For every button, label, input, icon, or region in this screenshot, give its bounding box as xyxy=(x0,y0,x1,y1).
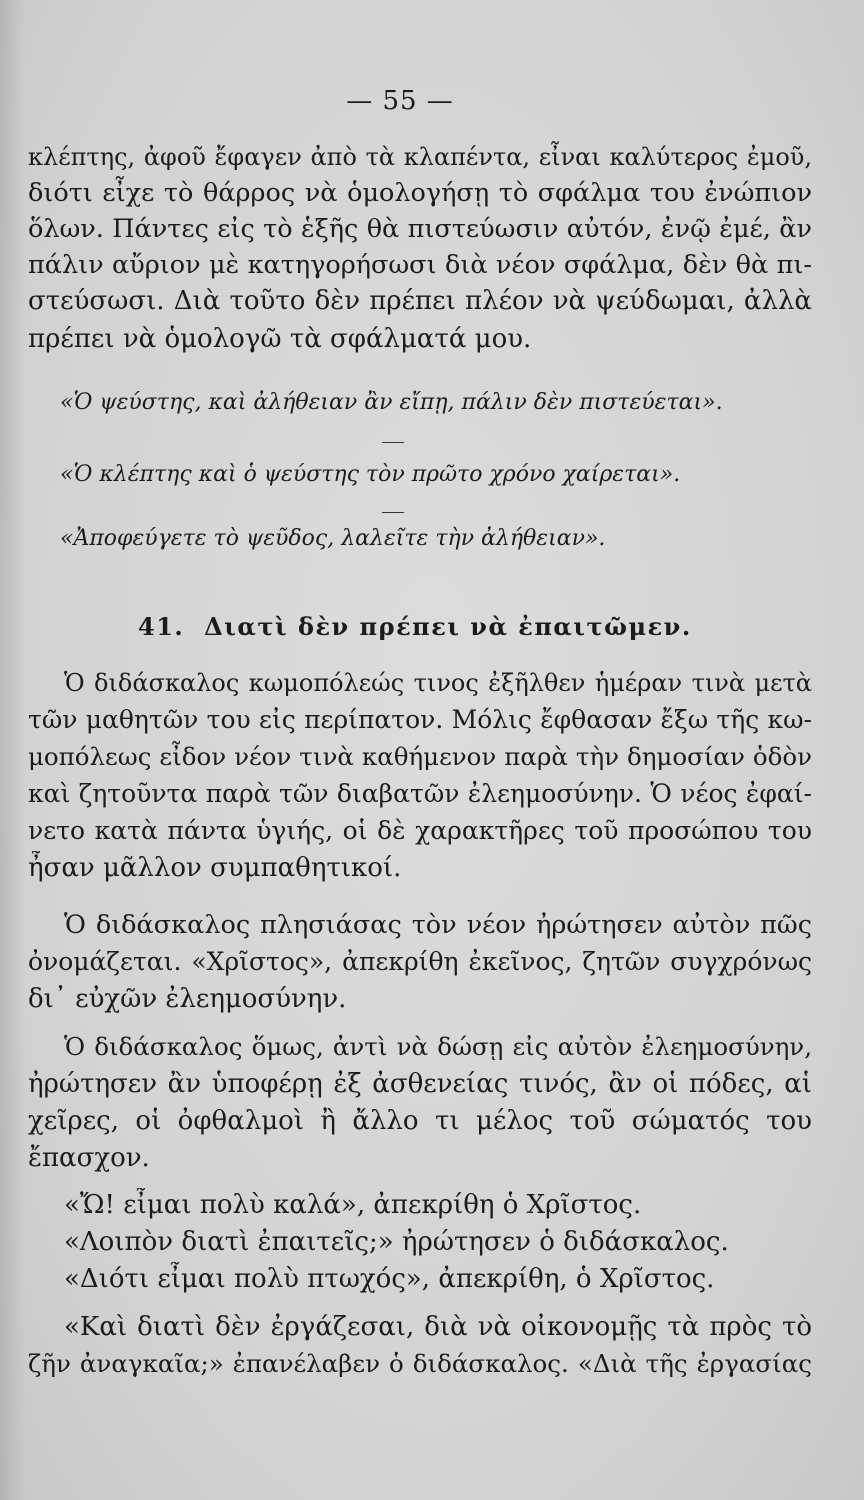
text-line: ἦσαν μᾶλλον συμπαθητικοί. xyxy=(28,853,402,883)
dialogue-line: «Ὤ! εἶμαι πολὺ καλά», ἀπεκρίθη ὁ Χρῖστος. xyxy=(64,1190,642,1220)
text-line: «Καὶ διατὶ δὲν ἐργάζεσαι, διὰ νὰ οἰκονομῇς τὰ πρὸς τὸ xyxy=(64,1312,812,1342)
proverb-quote: «Ἀποφεύγετε τὸ ψεῦδος, λαλεῖτε τὴν ἀλήθειαν». xyxy=(60,526,606,551)
text-line: νετο κατὰ πάντα ὑγιής, οἱ δὲ χαρακτῆρες τοῦ προσώπου του xyxy=(28,816,812,845)
section-number: 41. xyxy=(138,612,185,641)
dialogue-line: «Λοιπὸν διατὶ ἐπαιτεῖς;» ἠρώτησεν ὁ διδάσκαλος. xyxy=(64,1227,729,1257)
text-line: ζῆν ἀναγκαῖα;» ἐπανέλαβεν ὁ διδάσκαλος. «Διὰ τῆς ἐργασίας xyxy=(28,1349,812,1378)
text-line: μοπόλεως εἶδον νέον τινὰ καθήμενον παρὰ τὴν δημοσίαν ὁδὸν xyxy=(28,742,812,771)
text-line: χεῖρες, οἱ ὀφθαλμοὶ ἢ ἄλλο τι μέλος τοῦ σώματός του xyxy=(28,1106,812,1136)
separator-dash xyxy=(382,512,404,513)
text-line: δι᾽ εὐχῶν ἐλεημοσύνην. xyxy=(28,984,347,1014)
separator-dash xyxy=(382,442,404,443)
text-line: τῶν μαθητῶν του εἰς περίπατον. Μόλις ἔφθασαν ἔξω τῆς κω- xyxy=(28,705,812,734)
text-line: καὶ ζητοῦντα παρὰ τῶν διαβατῶν ἐλεημοσύνην. Ὁ νέος ἐφαί- xyxy=(28,779,812,808)
section-heading xyxy=(138,612,692,641)
proverb-quote: «Ὁ ψεύστης, καὶ ἀλήθειαν ἂν εἴπῃ, πάλιν δὲν πιστεύεται». xyxy=(60,390,723,415)
text-line: πρέπει νὰ ὁμολογῶ τὰ σφάλματά μου. xyxy=(28,324,532,354)
page-number: — 55 — xyxy=(346,86,454,116)
text-line: πάλιν αὔριον μὲ κατηγορήσωσι διὰ νέον σφάλμα, δὲν θὰ πι- xyxy=(28,250,812,280)
text-line: Ὁ διδάσκαλος κωμοπόλεώς τινος ἐξῆλθεν ἡμέραν τινὰ μετὰ xyxy=(64,669,812,697)
text-line: ἠρώτησεν ἂν ὑποφέρῃ ἐξ ἀσθενείας τινός, ἂν οἱ πόδες, αἱ xyxy=(28,1069,812,1099)
text-line: διότι εἶχε τὸ θάρρος νὰ ὁμολογήσῃ τὸ σφάλμα του ἐνώπιον xyxy=(28,178,812,208)
dialogue-line: «Διότι εἶμαι πολὺ πτωχός», ἀπεκρίθη, ὁ Χρῖστος. xyxy=(64,1264,715,1294)
text-line: ἔπασχον. xyxy=(28,1143,150,1173)
text-line: ὅλων. Πάντες εἰς τὸ ἑξῆς θὰ πιστεύωσιν αὐτόν, ἐνῷ ἐμέ, ἂν xyxy=(28,214,812,244)
text-line: ὀνομάζεται. «Χρῖστος», ἀπεκρίθη ἐκεῖνος, ζητῶν συγχρόνως xyxy=(28,947,812,976)
text-line: στεύσωσι. Διὰ τοῦτο δὲν πρέπει πλέον νὰ ψεύδωμαι, ἀλλὰ xyxy=(28,286,812,316)
text-line: κλέπτης, ἀφοῦ ἔφαγεν ἀπὸ τὰ κλαπέντα, εἶναι καλύτερος ἐμοῦ, xyxy=(28,143,812,171)
text-line: Ὁ διδάσκαλος πλησιάσας τὸν νέον ἠρώτησεν αὐτὸν πῶς xyxy=(64,910,812,940)
text-line: Ὁ διδάσκαλος ὅμως, ἀντὶ νὰ δώσῃ εἰς αὐτὸν ἐλεημοσύνην, xyxy=(64,1032,812,1061)
page-edge-shadow xyxy=(0,0,26,1500)
proverb-quote: «Ὁ κλέπτης καὶ ὁ ψεύστης τὸν πρῶτο χρόνο χαίρεται». xyxy=(60,462,681,487)
section-title: Διατὶ δὲν πρέπει νὰ ἐπαιτῶμεν. xyxy=(204,612,692,641)
